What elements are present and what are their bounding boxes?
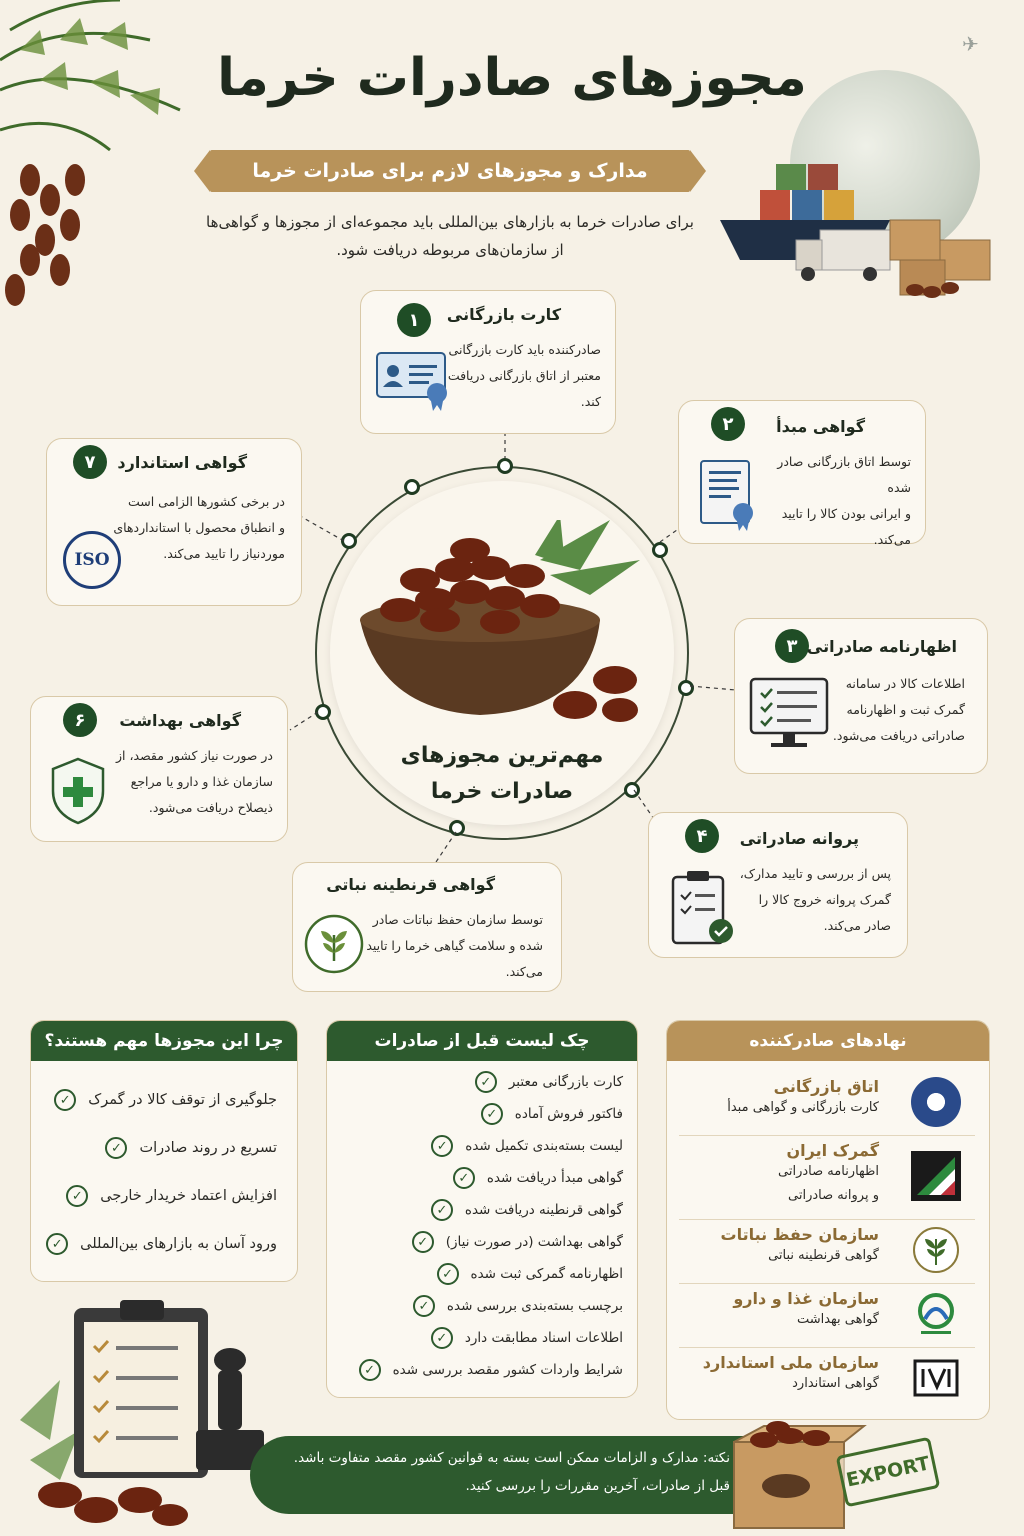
- check-icon: ✓: [413, 1295, 435, 1317]
- iso-badge-label: ISO: [74, 550, 110, 570]
- checklist-item: [413, 1295, 623, 1317]
- org-name: گمرک ایران: [786, 1141, 879, 1160]
- check-icon: ✓: [481, 1103, 503, 1125]
- checklist-item-text: برچسب بسته‌بندی بررسی شده: [446, 1298, 623, 1314]
- divider: [679, 1283, 975, 1284]
- card-title: گواهی استاندارد: [117, 453, 247, 472]
- card-number: ۷: [73, 445, 107, 479]
- checklist-item-text: کارت بازرگانی معتبر: [508, 1074, 623, 1090]
- checklist-item-text: شرایط واردات کشور مقصد بررسی شده: [392, 1362, 623, 1378]
- shield-plus-icon: [49, 757, 107, 825]
- check-icon: ✓: [475, 1071, 497, 1093]
- divider: [679, 1219, 975, 1220]
- checklist-item-text: گواهی مبدأ دریافت شده: [486, 1170, 623, 1186]
- plant-protection-logo-icon: [911, 1225, 961, 1275]
- card-text-line: توسط سازمان حفظ نباتات صادر: [372, 912, 543, 927]
- checklist-item-text: گواهی قرنطینه دریافت شده: [464, 1202, 623, 1218]
- card-title: گواهی بهداشت: [119, 711, 241, 730]
- org-text: [721, 1225, 879, 1268]
- divider: [679, 1135, 975, 1136]
- standards-logo-icon: [911, 1353, 961, 1403]
- checklist-item: [453, 1167, 623, 1189]
- checklist-item-text: اطلاعات اسناد مطابقت دارد: [464, 1330, 623, 1346]
- card-number: ۲: [711, 407, 745, 441]
- card-title: کارت بازرگانی: [446, 305, 561, 324]
- license-card-declaration: [734, 618, 988, 774]
- center-title-line-1: مهم‌ترین مجوزهای: [400, 743, 604, 768]
- check-icon: ✓: [46, 1233, 68, 1255]
- ring-node: [497, 458, 513, 474]
- card-text: [735, 861, 891, 939]
- card-text-line: ذیصلاح دریافت می‌شود.: [148, 800, 273, 815]
- card-text-line: پس از بررسی و تایید مدارک،: [739, 866, 891, 881]
- checklist-panel-title: چک لیست قبل از صادرات: [327, 1021, 637, 1061]
- id-card-icon: [375, 347, 455, 411]
- license-card-standard: [46, 438, 302, 606]
- check-icon: ✓: [437, 1263, 459, 1285]
- check-icon: ✓: [66, 1185, 88, 1207]
- why-item: [66, 1185, 277, 1207]
- customs-logo-icon: [911, 1151, 961, 1201]
- ring-node: [678, 680, 694, 696]
- clipboard-check-icon: [669, 869, 739, 949]
- org-desc: گواهی استاندارد: [792, 1376, 879, 1391]
- card-text-line: می‌کند.: [505, 964, 543, 979]
- food-drug-logo-icon: [911, 1289, 961, 1339]
- card-text-line: صادراتی دریافت می‌شود.: [832, 728, 965, 743]
- ring-node: [624, 782, 640, 798]
- card-text-line: موردنیاز را تایید می‌کند.: [163, 546, 285, 561]
- card-text-line: و ایرانی بودن کالا را تایید: [781, 506, 911, 521]
- page-title: مجوزهای صادرات خرما: [217, 48, 807, 108]
- note-banner: [250, 1436, 754, 1514]
- card-title: گواهی مبدأ: [776, 417, 865, 436]
- card-text-line: توسط اتاق بازرگانی صادر شده: [777, 454, 911, 495]
- check-icon: ✓: [105, 1137, 127, 1159]
- card-text-line: گمرک ثبت و اظهارنامه: [846, 702, 965, 717]
- card-text: [761, 449, 911, 553]
- check-icon: ✓: [431, 1135, 453, 1157]
- check-icon: ✓: [431, 1327, 453, 1349]
- license-card-health: [30, 696, 288, 842]
- why-item-text: جلوگیری از توقف کالا در گمرک: [88, 1092, 277, 1108]
- page-subtitle-text: مدارک و مجوزهای لازم برای صادرات خرما: [252, 160, 648, 182]
- note-line-1: نکته: مدارک و الزامات ممکن است بسته به قوانین کشور مقصد متفاوت باشد.: [293, 1450, 730, 1466]
- license-card-phytosanitary: [292, 862, 562, 992]
- license-card-export-permit: [648, 812, 908, 958]
- card-text-line: در صورت نیاز کشور مقصد، از: [115, 748, 273, 763]
- checklist-item: [359, 1359, 623, 1381]
- license-card-commercial: [360, 290, 616, 434]
- org-desc: اظهارنامه صادراتی: [778, 1164, 879, 1179]
- checklist-item: [481, 1103, 623, 1125]
- checklist-item: [431, 1327, 623, 1349]
- org-desc: کارت بازرگانی و گواهی مبدأ: [727, 1100, 879, 1115]
- license-card-origin: [678, 400, 926, 547]
- why-item-text: ورود آسان به بازارهای بین‌المللی: [80, 1236, 277, 1252]
- note-line-2: قبل از صادرات، آخرین مقررات را بررسی کنید.: [465, 1478, 730, 1494]
- page-subtitle: [210, 150, 690, 192]
- card-title: اظهارنامه صادراتی: [806, 637, 957, 656]
- checklist-item-text: لیست بسته‌بندی تکمیل شده: [465, 1138, 623, 1154]
- ring-node: [449, 820, 465, 836]
- card-number: ۳: [775, 629, 809, 663]
- card-title: گواهی قرنطینه نباتی: [326, 875, 495, 894]
- why-item: [46, 1233, 277, 1255]
- certificate-icon: [697, 459, 761, 533]
- card-text-line: و انطباق محصول با استانداردهای: [113, 520, 285, 535]
- intro-line-2: از سازمان‌های مربوطه دریافت شود.: [336, 241, 564, 259]
- card-text-line: صادر می‌کند.: [823, 918, 891, 933]
- checklist-item: [475, 1071, 623, 1093]
- card-title: پروانه صادراتی: [739, 829, 859, 848]
- checklist-item: [437, 1263, 623, 1285]
- plant-seal-icon: [303, 913, 365, 975]
- intro-text: [170, 208, 730, 264]
- card-text-line: اطلاعات کالا در سامانه: [845, 676, 965, 691]
- checklist-item-text: اظهارنامه گمرکی ثبت شده: [470, 1266, 623, 1282]
- card-text: [103, 743, 273, 821]
- org-name: سازمان ملی استاندارد: [702, 1353, 879, 1372]
- iso-badge-icon: [63, 531, 121, 589]
- checklist-item-text: فاکتور فروش آماده: [514, 1106, 623, 1122]
- checklist-item: [431, 1135, 623, 1157]
- card-number: ۱: [397, 303, 431, 337]
- why-item-text: افزایش اعتماد خریدار خارجی: [100, 1188, 277, 1204]
- org-text: [778, 1141, 879, 1208]
- card-text-line: می‌کند.: [873, 532, 911, 547]
- card-text-line: معتبر از اتاق بازرگانی دریافت: [447, 368, 601, 383]
- intro-line-1: برای صادرات خرما به بازارهای بین‌المللی باید مجموعه‌ای از مجوزها و گواهی‌ها: [206, 213, 694, 231]
- computer-checklist-icon: [749, 675, 831, 755]
- card-text-line: سازمان غذا و دارو یا مراجع: [130, 774, 273, 789]
- card-text-line: شده و سلامت گیاهی خرما را تایید: [366, 938, 543, 953]
- card-text: [353, 907, 543, 985]
- why-item-text: تسریع در روند صادرات: [139, 1140, 277, 1156]
- org-name: اتاق بازرگانی: [773, 1077, 879, 1096]
- divider: [679, 1347, 975, 1348]
- ring-node: [315, 704, 331, 720]
- organizations-panel: [666, 1020, 990, 1420]
- ring-node: [404, 479, 420, 495]
- card-text-line: گمرک پروانه خروج کالا را: [758, 892, 891, 907]
- card-number: ۶: [63, 703, 97, 737]
- card-text: [441, 337, 601, 415]
- export-stamp-label: EXPORT: [844, 1452, 932, 1492]
- org-text: [703, 1353, 879, 1396]
- why-panel: [30, 1020, 298, 1282]
- check-icon: ✓: [54, 1089, 76, 1111]
- check-icon: ✓: [431, 1199, 453, 1221]
- ring-node: [341, 533, 357, 549]
- check-icon: ✓: [453, 1167, 475, 1189]
- center-title: [360, 738, 644, 810]
- org-desc: گواهی بهداشت: [796, 1312, 879, 1327]
- check-icon: ✓: [359, 1359, 381, 1381]
- center-title-line-2: صادرات خرما: [430, 779, 574, 804]
- cargo-ship-truck-illustration: [700, 150, 1010, 300]
- card-number: ۴: [685, 819, 719, 853]
- card-text-line: در برخی کشورها الزامی است: [127, 494, 285, 509]
- chamber-logo-icon: [911, 1077, 961, 1127]
- org-name: سازمان غذا و دارو: [733, 1289, 879, 1308]
- card-text: [105, 489, 285, 567]
- org-text: [733, 1289, 879, 1332]
- why-panel-title: چرا این مجوزها مهم هستند؟: [31, 1021, 297, 1061]
- checklist-item: [412, 1231, 623, 1253]
- checklist-item-text: گواهی بهداشت (در صورت نیاز): [445, 1234, 623, 1250]
- org-name: سازمان حفظ نباتات: [720, 1225, 879, 1244]
- card-text-line: کند.: [580, 394, 601, 409]
- card-text: [825, 671, 965, 749]
- org-text: [727, 1077, 879, 1120]
- check-icon: ✓: [412, 1231, 434, 1253]
- airplane-icon: ✈: [962, 32, 979, 56]
- why-item: [105, 1137, 277, 1159]
- checklist-item: [431, 1199, 623, 1221]
- org-desc: و پروانه صادراتی: [788, 1188, 879, 1203]
- organizations-panel-title: نهادهای صادرکننده: [667, 1021, 989, 1061]
- checklist-panel: [326, 1020, 638, 1398]
- why-item: [54, 1089, 277, 1111]
- ring-node: [652, 542, 668, 558]
- card-text-line: صادرکننده باید کارت بازرگانی: [448, 342, 601, 357]
- org-desc: گواهی قرنطینه نباتی: [768, 1248, 879, 1263]
- dates-bowl-illustration: [350, 520, 650, 740]
